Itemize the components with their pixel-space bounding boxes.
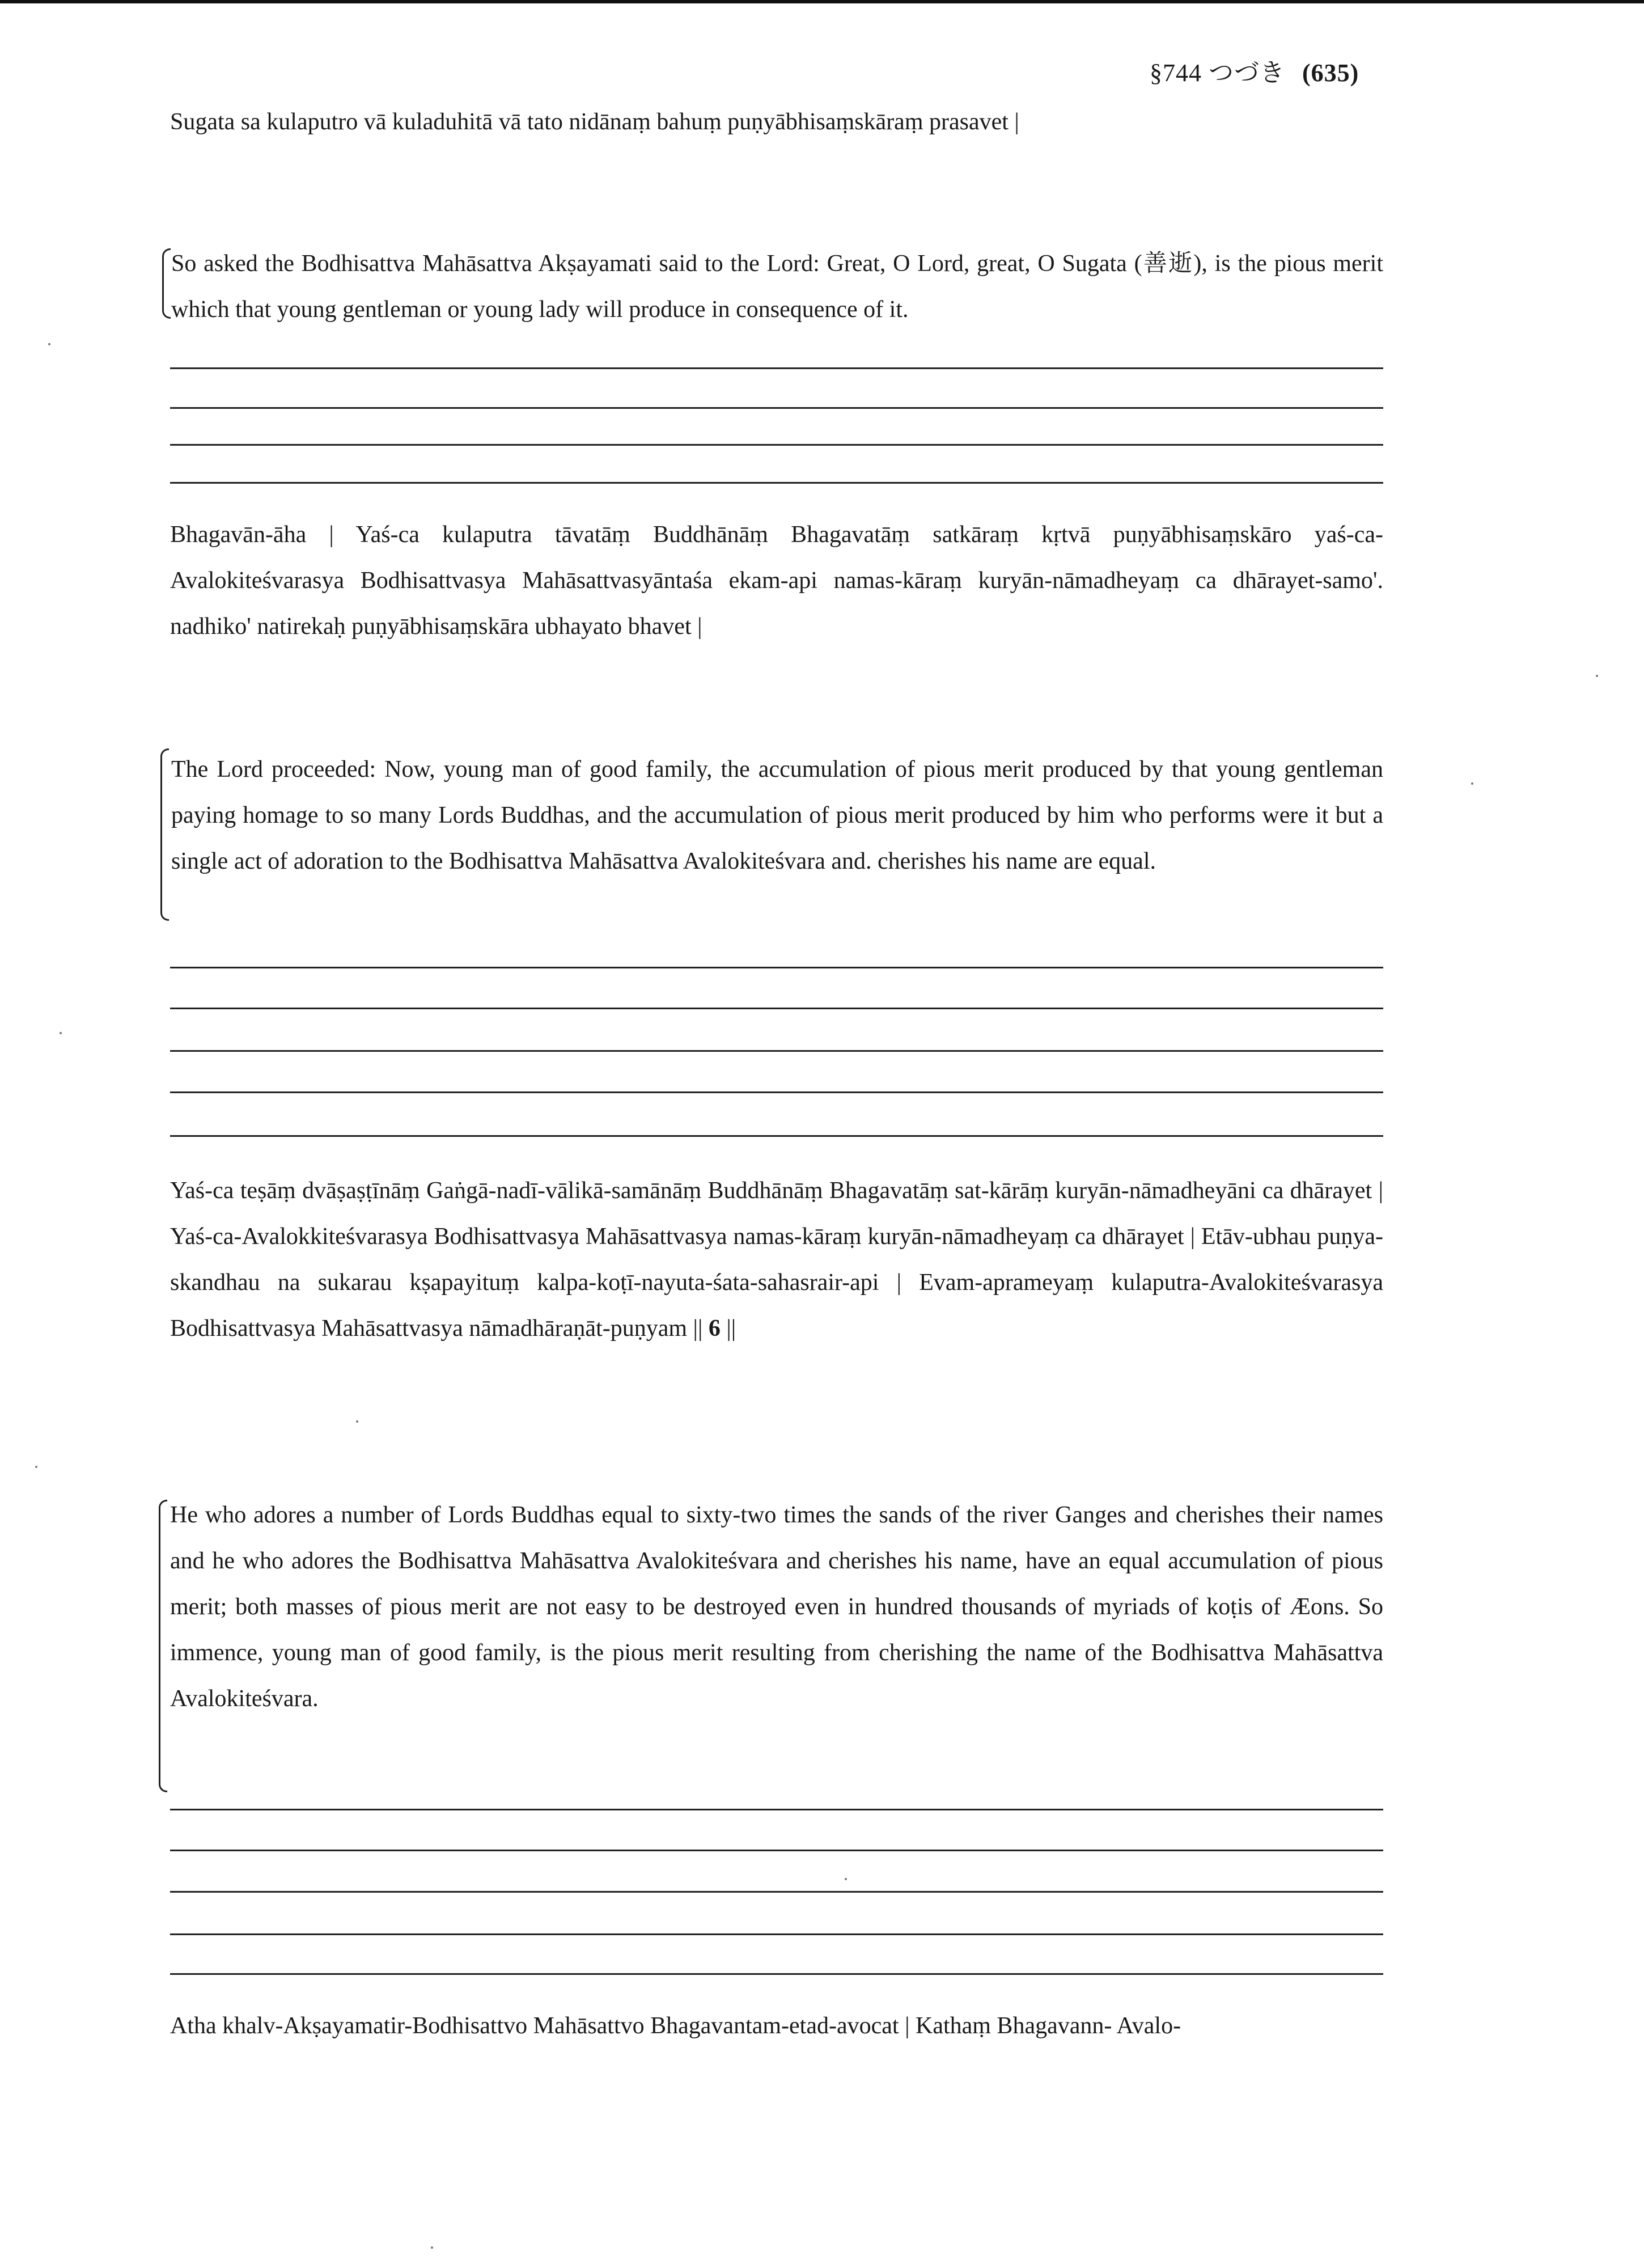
scan-speck [845, 1878, 847, 1880]
sanskrit-paragraph-1: Sugata sa kulaputro vā kuladuhitā vā tato nidānaṃ bahuṃ puṇyābhisaṃskāraṃ prasavet | [170, 109, 1019, 135]
english-paragraph-3: He who adores a number of Lords Buddhas equal to sixty-two times the sands of the river Ganges and cherishes their names and he who adores the Bodhisattva Mahāsattva Avalokiteśvara and cherishes his name, have an equal accumulation of pious merit; both masses of pious merit are not easy to be destroyed even in hundred thousands of myriads of koṭis of Æons. So immence, young man of good family, is the pious merit resulting from cherishing the name of the Bodhisattva Mahāsattva Avalokiteśvara. [170, 1502, 1383, 1712]
sanskrit-paragraph-3-text: Yaś-ca teṣāṃ dvāṣaṣṭīnāṃ Gaṅgā-nadī-vālikā-samānāṃ Buddhānāṃ Bhagavatāṃ sat-kārāṃ kuryān-nāmadheyāni ca dhārayet | Yaś-ca-Avalokkiteśvarasya Bodhisattvasya Mahāsattvasya namas-kāraṃ kuryān-nāmadheyaṃ ca dhārayet | Etāv-ubhau puṇya-skandhau na sukarau kṣapayituṃ kalpa-koṭī-nayuta-śata-sahasrair-api | Evam-aprameyaṃ kulaputra-Avalokiteśvarasya Bodhisattvasya Mahāsattvasya nāmadhāraṇāt-puṇyam || [170, 1178, 1383, 1342]
scan-speck [48, 343, 50, 345]
verse-end-mark: || [726, 1315, 736, 1342]
blank-line [170, 1050, 1383, 1052]
sanskrit-paragraph-3 [170, 1168, 1383, 1352]
blank-line [170, 407, 1383, 409]
scan-speck [431, 2246, 433, 2249]
english-paragraph-1: So asked the Bodhisattva Mahāsattva Akṣayamati said to the Lord: Great, O Lord, great, O Sugata (善逝), is the pious merit which that young gentleman or young lady will produce in consequence of it. [171, 251, 1383, 323]
blank-line [170, 367, 1383, 369]
blank-line [170, 1809, 1383, 1810]
blank-line [170, 1091, 1383, 1093]
blank-line [170, 1973, 1383, 1975]
page-number: (635) [1302, 59, 1359, 87]
blank-line [170, 1850, 1383, 1851]
scan-speck [60, 1032, 62, 1034]
section-number: §744 つづき [1150, 59, 1285, 87]
blank-line [170, 1008, 1383, 1009]
scan-speck [1471, 782, 1473, 785]
blank-line [170, 482, 1383, 484]
sanskrit-paragraph-4: Atha khalv-Akṣayamatir-Bodhisattvo Mahāsattvo Bhagavantam-etad-avocat | Kathaṃ Bhagavann- Avalo- [170, 2013, 1181, 2039]
blank-line [170, 1135, 1383, 1137]
verse-number: 6 [708, 1315, 721, 1342]
blank-line [170, 967, 1383, 968]
english-paragraph-2: The Lord proceeded: Now, young man of good family, the accumulation of pious merit produced by that young gentleman paying homage to so many Lords Buddhas, and the accumulation of pious merit produced by him who performs were it but a single act of adoration to the Bodhisattva Mahāsattva Avalokiteśvara and. cherishes his name are equal. [171, 756, 1383, 874]
translation-bracket [160, 748, 169, 921]
blank-line [170, 1891, 1383, 1893]
translation-bracket [162, 248, 171, 319]
scan-speck [35, 1466, 37, 1468]
sanskrit-paragraph-2: Bhagavān-āha | Yaś-ca kulaputra tāvatāṃ Buddhānāṃ Bhagavatāṃ satkāraṃ kṛtvā puṇyābhisaṃskāro yaś-ca-Avalokiteśvarasya Bodhisattvasya Mahāsattvasyāntaśa ekam-api namas-kāraṃ kuryān-nāmadheyaṃ ca dhārayet-samo'. nadhiko' natirekaḥ puṇyābhisaṃskāra ubhayato bhavet | [170, 522, 1383, 640]
running-head [1150, 52, 1359, 88]
translation-bracket [159, 1500, 167, 1792]
top-border-rule [0, 0, 1644, 3]
blank-line [170, 1933, 1383, 1935]
scan-speck [1596, 675, 1598, 677]
blank-line [170, 444, 1383, 446]
scan-speck [356, 1420, 358, 1423]
